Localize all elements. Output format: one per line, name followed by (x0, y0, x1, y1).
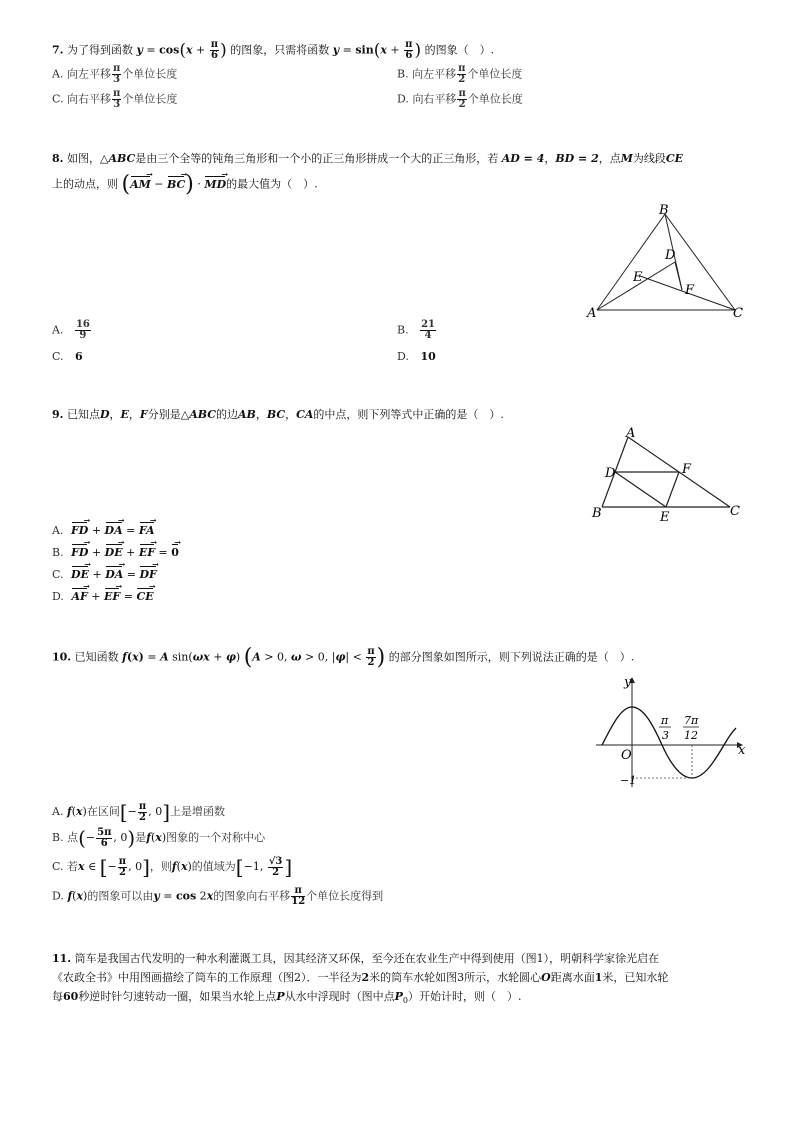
q11-center: O (541, 971, 551, 984)
option-text: 在区间 (86, 805, 120, 818)
q9-option-b[interactable] (52, 546, 179, 559)
option-text: 向左平移 (66, 67, 111, 81)
option-value: 6 (75, 350, 83, 363)
operator: + (126, 546, 136, 559)
vector: DE → (71, 568, 89, 581)
segment-ef (666, 472, 679, 507)
q9-option-a[interactable] (52, 524, 155, 537)
q7-text-a: 为了得到函数 (66, 43, 133, 57)
segment-de (615, 472, 666, 507)
option-text: 的图象向右平移 (213, 889, 291, 903)
edge-ab (597, 214, 665, 310)
option-letter: D. (52, 889, 64, 903)
operator: + (91, 546, 102, 559)
q8-number: 8. (52, 152, 64, 165)
option-text: 个单位长度 (467, 67, 523, 81)
option-text: 个单位长度 (122, 92, 178, 106)
q11-text: 米的筒车水轮如图3所示，水轮圆心 (369, 971, 542, 984)
label-d: D (605, 466, 616, 481)
frac-num: π (112, 63, 121, 74)
label-b: B (592, 506, 602, 521)
q7-option-c[interactable] (52, 89, 177, 110)
q10-option-c[interactable]: C. 若x ∈ [− $\frac{\pi}{2}$ , 0]，则f(x)的值域为[−1, $\frac{√3}{2}$ ] (52, 855, 293, 879)
option-text: 的值域为 (191, 860, 236, 873)
q7-option-b[interactable] (397, 64, 522, 85)
tick1-den: 3 (662, 729, 669, 742)
frac-den: 3 (113, 99, 121, 110)
q9-text: 的中点，则下列等式中正确的是（ ）. (313, 408, 504, 421)
option-text: 若 (67, 860, 79, 873)
frac-den: 2 (458, 74, 466, 85)
q7-text-c: 的图象（ ）. (424, 43, 495, 57)
vector: DE → (105, 546, 123, 559)
operator: = (158, 546, 168, 559)
option-letter: B. (52, 546, 64, 559)
q11-stem-line3: 每60秒逆时针匀速转动一圈，如果当水轮上点P从水中浮现时（图中点$P_0$）开始计时，则（ ）. (52, 990, 522, 1006)
q11-text: ）开始计时，则（ ）. (407, 990, 522, 1003)
q8-stem-line1: 8. 如图，△ABC是由三个全等的钝角三角形和一个小的正三角形拼成一个大的正三角形，若 AD = 4，BD = 2，点M为线段CE (52, 152, 684, 165)
vector: FD → (71, 546, 88, 559)
vector: EF → (139, 546, 155, 559)
option-letter: A. (52, 323, 64, 337)
q11-seconds: 60 (63, 990, 79, 1003)
option-text: 的图象可以由 (87, 889, 154, 903)
vector: FD → (71, 524, 88, 537)
frac-num: π (458, 63, 466, 74)
operator: = (126, 524, 136, 537)
q10-text: 的部分图象如图所示，则下列说法正确的是（ ）. (388, 650, 635, 664)
q11-text: 每 (52, 990, 63, 1003)
q11-height: 1 (594, 971, 603, 984)
segment-df (675, 262, 682, 290)
option-letter: C. (52, 350, 64, 363)
q10-option-d[interactable]: D. f(x)的图象可以由y = cos 2x的图象向右平移 $\frac{\pi}{12}$ 个单位长度得到 (52, 885, 384, 907)
q11-stem-line1 (52, 950, 659, 966)
frac-den: 3 (113, 74, 121, 85)
option-value: 10 (420, 350, 436, 363)
q9-option-c[interactable] (52, 568, 157, 581)
label-d: D (665, 248, 676, 263)
label-a: A (626, 426, 636, 441)
frac-num: 16 (75, 319, 90, 330)
q8-ad: AD = 4 (501, 152, 545, 165)
q9-option-d[interactable] (52, 590, 154, 603)
operator: = (126, 568, 136, 581)
tick1-num: π (661, 714, 669, 727)
option-text: 向左平移 (412, 67, 457, 81)
q9-text: 已知点 (66, 408, 100, 421)
option-letter: A. (52, 805, 64, 818)
option-text: 向右平移 (412, 92, 457, 106)
q10-stem: 10. 已知函数 f(x) = A sin(ωx + φ) (A > 0, ω > 0, |φ| < $\frac{\pi}{2}$ ) 的部分图象如图所示，则下列说法正确的是（ ）. (52, 645, 635, 670)
operator: + (92, 568, 102, 581)
option-letter: D. (397, 92, 409, 106)
frac-den: 4 (424, 330, 432, 341)
q8-triangle-figure (585, 200, 755, 325)
label-e: E (633, 270, 643, 285)
frac-den: 2 (458, 99, 466, 110)
q10-number: 10. (52, 650, 72, 664)
q11-text: 筒车是我国古代发明的一种水利灌溉工具，因其经济又环保，至今还在农业生产中得到使用（图1），明朝科学家徐光启在 (74, 952, 660, 965)
q8-text: 是由三个全等的钝角三角形和一个小的正三角形拼成一个大的正三角形，若 (135, 152, 499, 165)
sine-curve (602, 707, 736, 778)
option-letter: C. (52, 568, 64, 581)
q7-option-d[interactable] (397, 89, 523, 110)
y-label: y (624, 675, 632, 690)
q9-text: 的边 (216, 408, 238, 421)
q8-text: ，点 (598, 152, 621, 165)
option-letter: B. (397, 323, 409, 337)
label-b: B (659, 203, 669, 218)
q11-text: 《农政全书》中用图画描绘了筒车的工作原理（图2）．一半径为 (52, 971, 362, 984)
q11-point: P (276, 990, 285, 1003)
frac-num: π (458, 88, 466, 99)
option-text: ，则 (149, 860, 172, 873)
tick2-den: 12 (684, 729, 698, 742)
label-c: C (730, 504, 740, 519)
label-f: F (682, 462, 692, 477)
q11-text: 米，已知水轮 (602, 971, 669, 984)
q11-stem-line2 (52, 969, 668, 985)
option-text: 个单位长度 (467, 92, 523, 106)
option-text: 个单位长度 (122, 67, 178, 81)
vector: DA → (105, 568, 123, 581)
q10-option-a[interactable]: A. f(x)在区间[− $\frac{\pi}{2}$ , 0]上是增函数 (52, 800, 226, 824)
option-text: 图象的一个对称中心 (166, 831, 266, 844)
option-letter: B. (52, 831, 64, 844)
operator: = (123, 590, 133, 603)
frac-num: π (113, 88, 121, 99)
q8-text: 的最大值为（ ）. (226, 177, 318, 191)
q8-text: 如图， (66, 152, 100, 165)
option-letter: B. (397, 67, 409, 81)
q8-option-c[interactable] (52, 350, 83, 363)
operator: + (91, 590, 101, 603)
vector: CE → (136, 590, 153, 603)
q11-text: 秒逆时针匀速转动一圈，如果当水轮上点 (78, 990, 277, 1003)
q11-radius: 2 (361, 971, 370, 984)
vector: DA → (105, 524, 123, 537)
q11-text: 从水中浮现时（图中点 (284, 990, 395, 1003)
option-text: 向右平移 (67, 92, 112, 106)
q9-stem: 9. 已知点D，E，F分别是△ABC的边AB，BC，CA的中点，则下列等式中正确的是（ ）. (52, 408, 504, 421)
option-letter: D. (52, 590, 64, 603)
vector: AF → (71, 590, 87, 603)
option-text: 是 (135, 831, 147, 844)
label-c: C (733, 306, 743, 321)
option-letter: D. (397, 350, 409, 363)
q7-text-b: 的图象，只需将函数 (230, 43, 330, 57)
option-letter: A. (52, 524, 64, 537)
q9-text: 分别是 (147, 408, 181, 421)
x-label: x (738, 743, 746, 758)
q11-number: 11. (52, 952, 72, 965)
q11-text: 距离水面 (550, 971, 595, 984)
label-e: E (660, 510, 670, 525)
vector: EF → (104, 590, 120, 603)
option-text: 点 (67, 831, 79, 844)
q9-triangle-figure (588, 425, 748, 525)
frac-den: 9 (79, 330, 87, 341)
q8-bd: BD = 2 (555, 152, 599, 165)
min-label: −1 (620, 774, 637, 787)
zero-vector: 0 → (171, 546, 179, 559)
label-f: F (685, 283, 695, 298)
operator: + (91, 524, 102, 537)
q9-number: 9. (52, 408, 64, 421)
q8-text: 上的动点，则 (52, 177, 118, 191)
q7-number: 7. (52, 43, 64, 57)
option-letter: C. (52, 860, 64, 873)
q8-option-a[interactable] (52, 320, 92, 341)
q10-text: 已知函数 (74, 650, 119, 664)
option-text: 上是增函数 (170, 805, 226, 818)
q8-option-b[interactable] (397, 320, 437, 341)
q8-text: 为线段 (632, 152, 666, 165)
option-letter: C. (52, 92, 64, 106)
option-text: 个单位长度得到 (306, 889, 384, 903)
q8-stem-line2: 上的动点，则 (AM → − BC →) · MD →的最大值为（ ）. (52, 172, 318, 197)
label-a: A (587, 306, 597, 321)
q8-option-d[interactable] (397, 350, 436, 363)
q10-sine-graph (592, 672, 752, 790)
vector: DF → (139, 568, 156, 581)
q7-stem: 7. 为了得到函数 y = cos(x + $\frac{\pi}{6}$ ) 的图象，只需将函数 y = sin(x + $\frac{\pi}{6}$ ) 的图象（ ）. (52, 39, 495, 61)
origin-label: O (621, 748, 632, 763)
vector: FA → (139, 524, 155, 537)
tick2-num: 7π (684, 714, 699, 727)
q10-option-b[interactable]: B. 点(− $\frac{5\pi}{6}$ , 0)是f(x)图象的一个对称中心 (52, 826, 266, 850)
option-letter: A. (52, 67, 64, 81)
q7-option-a[interactable] (52, 64, 177, 85)
frac-num: 21 (421, 319, 436, 330)
